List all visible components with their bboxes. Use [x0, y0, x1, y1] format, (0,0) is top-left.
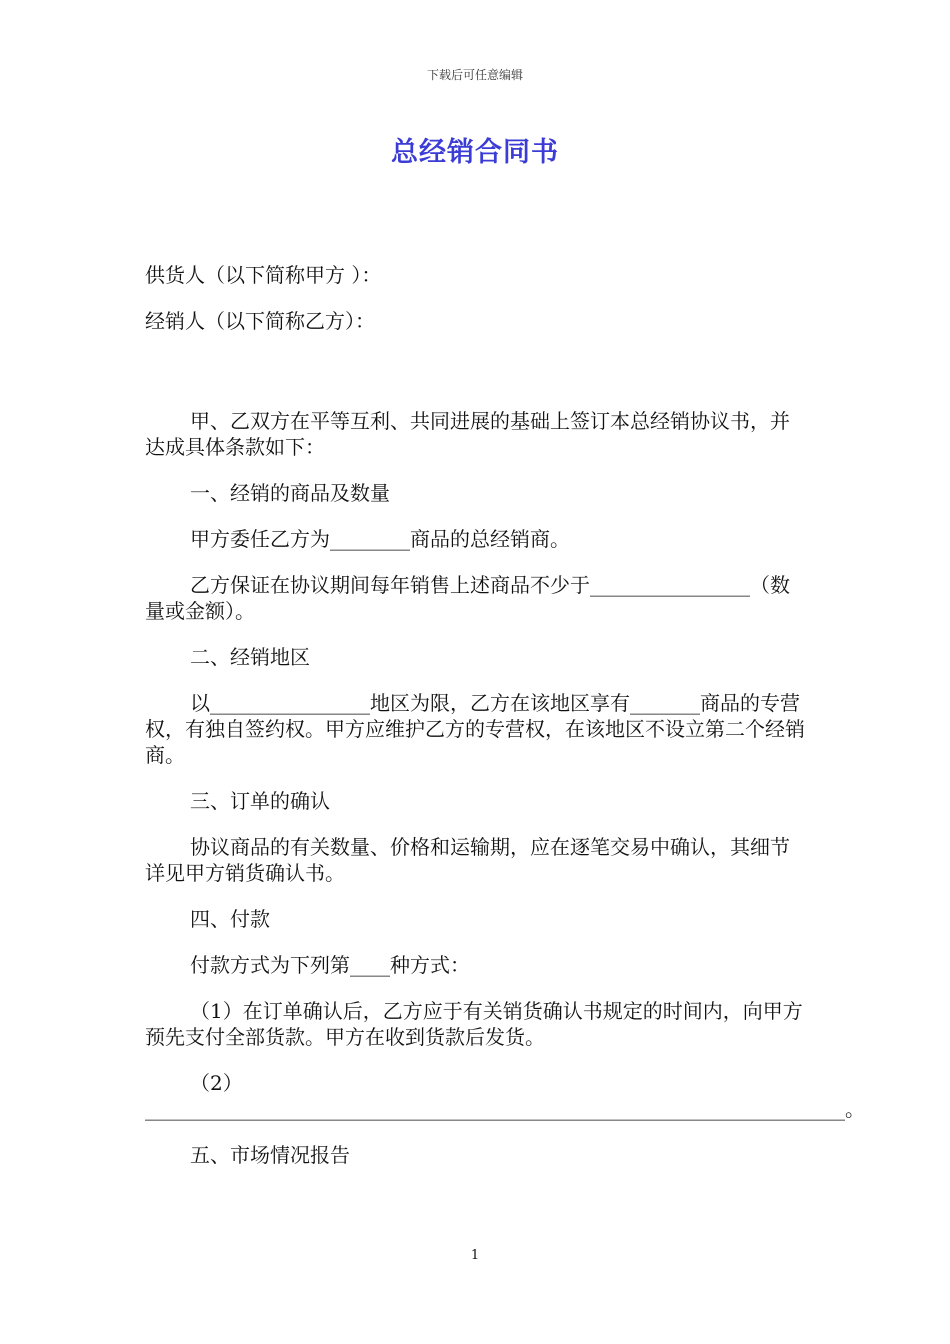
payment-option-2: （2）______________________________________________________________________。 [145, 1071, 865, 1121]
section-heading-5: 五、市场情况报告 [190, 1143, 350, 1167]
section-heading-4: 四、付款 [190, 907, 270, 931]
document-body [145, 262, 865, 1188]
paragraph: 付款方式为下列第____种方式： [190, 953, 470, 977]
header-note: 下载后可任意编辑 [426, 68, 523, 82]
section-heading-2: 二、经销地区 [190, 645, 310, 669]
page-number: 1 [470, 1248, 480, 1263]
intro-paragraph: 甲、乙双方在平等互利、共同进展的基础上签订本总经销协议书，并达成具体条款如下： [145, 409, 790, 459]
section-heading-1: 一、经销的商品及数量 [190, 481, 390, 505]
paragraph: 协议商品的有关数量、价格和运输期，应在逐笔交易中确认，其细节详见甲方销货确认书。 [145, 835, 790, 885]
supplier-line: 供货人（以下简称甲方 ）： [145, 263, 382, 287]
payment-option-1: （1）在订单确认后，乙方应于有关销货确认书规定的时间内，向甲方预先支付全部货款。甲方在收到货款后发货。 [145, 999, 803, 1049]
paragraph: 甲方委任乙方为________商品的总经销商。 [190, 527, 570, 551]
section-heading-3: 三、订单的确认 [190, 789, 330, 813]
distributor-line: 经销人（以下简称乙方）： [145, 309, 375, 333]
paragraph: 以________________地区为限，乙方在该地区享有_______商品的专营权，有独自签约权。甲方应维护乙方的专营权，在该地区不设立第二个经销商。 [145, 691, 805, 767]
paragraph: 乙方保证在协议期间每年销售上述商品不少于________________（数量或金额）。 [145, 573, 790, 623]
document-title: 总经销合同书 [391, 137, 559, 168]
spacer [145, 354, 805, 408]
